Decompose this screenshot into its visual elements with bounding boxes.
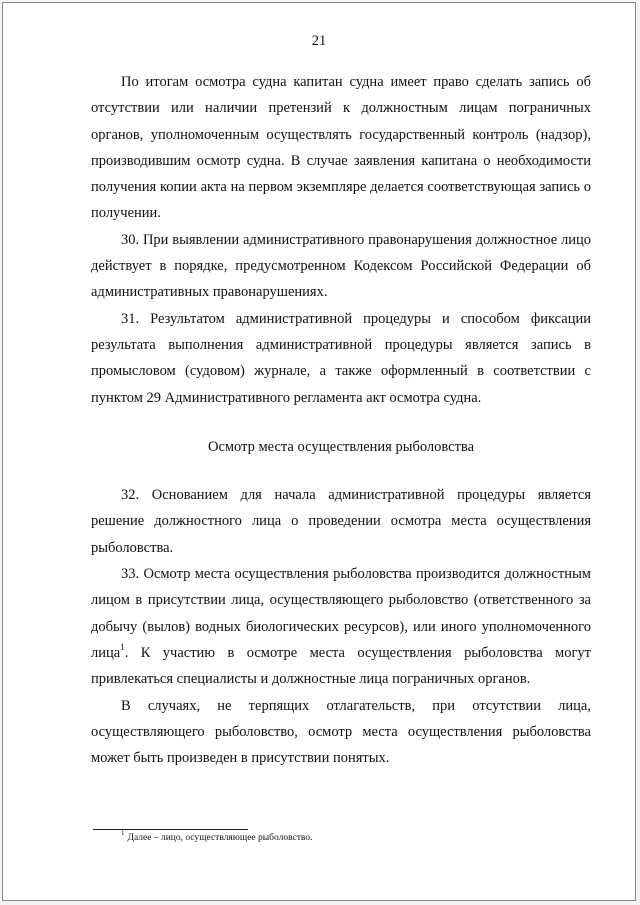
footnote-separator [93,829,248,830]
footnote-reference: 1 [120,642,125,653]
paragraph-urgent-cases: В случаях, не терпящих отлагательств, при отсутствии лица, осуществляющего рыболовство, осмотр места осуществления рыболовства может быть произведен в присутствии понятых. [91,697,591,767]
footnote [121,828,313,843]
document-page [2,2,636,901]
footnote-text: Далее – лицо, осуществляющее рыболовство. [127,833,313,843]
paragraph-33 [91,561,591,692]
paragraph-31: 31. Результатом административной процедуры и способом фиксации результата выполнения административной процедуры является запись в промысловом (судовом) журнале, а также оформленный в соответствии с пунктом 29 Административного регламента акт осмотра судна. [91,310,591,406]
page-number: 21 [311,33,327,49]
section-heading: Осмотр места осуществления рыболовства [207,438,475,455]
footnote-marker: 1 [121,828,125,837]
paragraph-32: 32. Основанием для начала административной процедуры является решение должностного лица о проведении осмотра места осуществления рыболовства. [91,487,591,556]
paragraph-30: 30. При выявлении административного правонарушения должностное лицо действует в порядке, предусмотренном Кодексом Российской Федерации об административных правонарушениях. [91,231,591,301]
paragraph-33-text-end: . К участию в осмотре места осуществления рыболовства могут привлекаться специалисты и должностные лица пограничных органов. [91,644,591,688]
paragraph-inspection-result: По итогам осмотра судна капитан судна имеет право сделать запись об отсутствии или наличии претензий к должностным лицам пограничных органов, уполномоченным осуществлять государственный контроль (надзор), производившим осмотр судна. В случае заявления капитана о необходимости получения копии акта на первом экземпляре делается соответствующая запись о получении. [91,74,591,222]
document-body [91,69,591,771]
paragraph-33-text-start: 33. Осмотр места осуществления рыболовства производится должностным лицом в присутствии лица, осуществляющего рыболовство (ответственного за добычу (вылов) водных биологических ресурсов), или иного уполномоченного лица [91,566,591,661]
